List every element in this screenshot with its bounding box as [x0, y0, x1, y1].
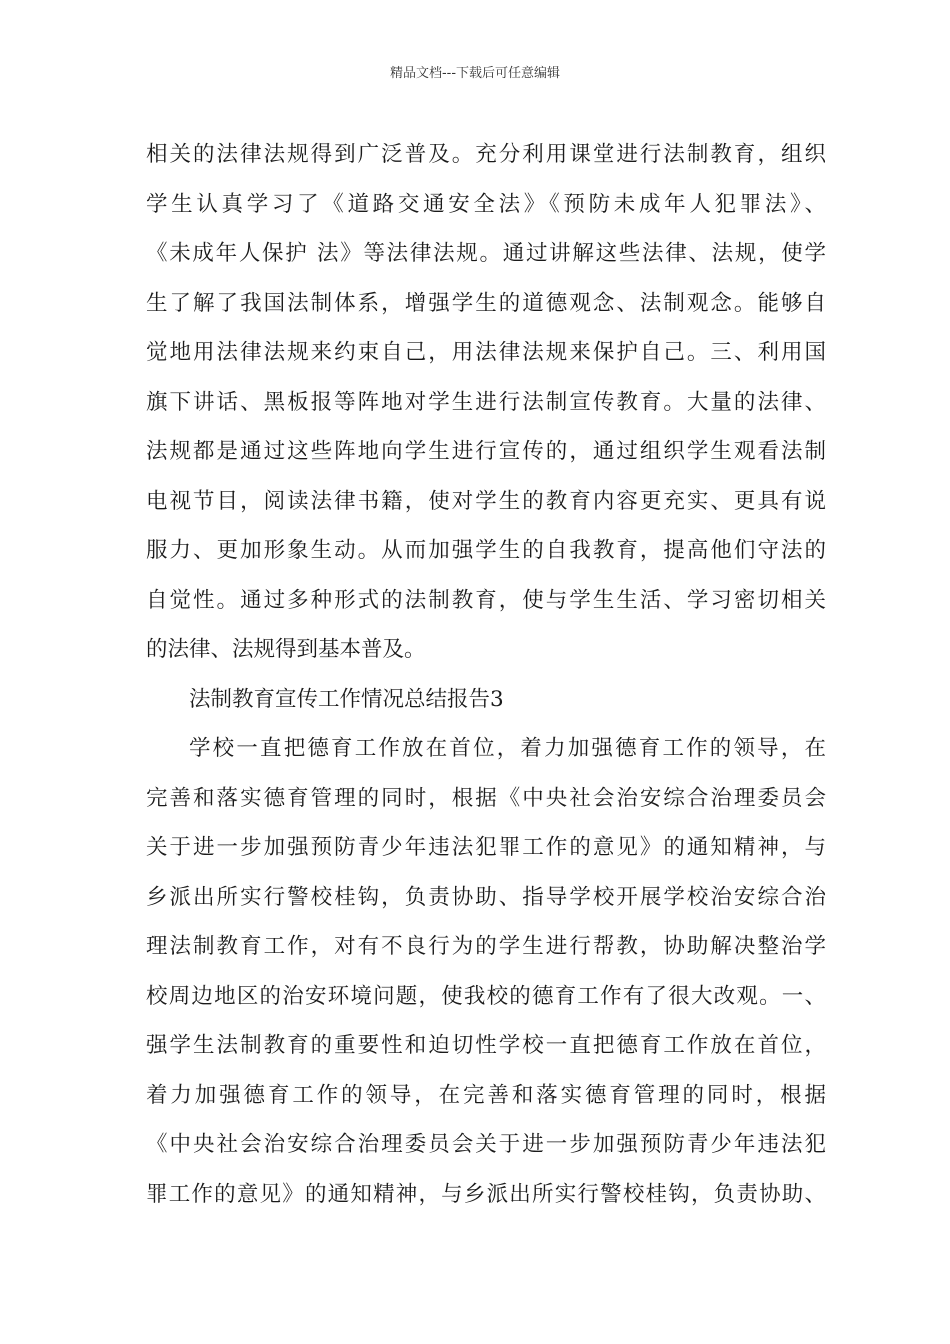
- text-line: 服力、更加形象生动。从而加强学生的自我教育，提高他们守法的: [146, 538, 826, 563]
- text-line: 《未成年人保护 法》等法律法规。通过讲解这些法律、法规，使学: [146, 241, 826, 266]
- text-line: 学校一直把德育工作放在首位，着力加强德育工作的领导，在: [189, 736, 826, 761]
- text-line: 的法律、法规得到基本普及。: [146, 637, 426, 662]
- text-line: 《中央社会治安综合治理委员会关于进一步加强预防青少年违法犯: [146, 1132, 826, 1157]
- body-text: [146, 130, 826, 1219]
- text-line: 罪工作的意见》的通知精神，与乡派出所实行警校桂钩，负责协助、: [146, 1181, 826, 1207]
- text-line: 完善和落实德育管理的同时，根据《中央社会治安综合治理委员会: [146, 785, 826, 811]
- text-line: 校周边地区的治安环境问题，使我校的德育工作有了很大改观。一、: [146, 983, 826, 1009]
- page-header: 精品文档---下载后可任意编辑: [389, 66, 561, 81]
- text-line: 电视节目，阅读法律书籍，使对学生的教育内容更充实、更具有说: [146, 488, 826, 514]
- text-line: 理法制教育工作，对有不良行为的学生进行帮教，协助解决整治学: [146, 934, 826, 959]
- text-line: 法规都是通过这些阵地向学生进行宣传的，通过组织学生观看法制: [146, 439, 826, 464]
- text-line: 关于进一步加强预防青少年违法犯罪工作的意见》的通知精神，与: [146, 835, 826, 860]
- text-line: 觉地用法律法规来约束自己，用法律法规来保护自己。三、利用国: [146, 340, 826, 365]
- text-line: 着力加强德育工作的领导，在完善和落实德育管理的同时，根据: [146, 1082, 826, 1108]
- text-line: 相关的法律法规得到广泛普及。充分利用课堂进行法制教育，组织: [146, 142, 826, 167]
- text-line: 自觉性。通过多种形式的法制教育，使与学生生活、学习密切相关: [146, 587, 826, 613]
- text-line: 旗下讲话、黑板报等阵地对学生进行法制宣传教育。大量的法律、: [146, 389, 826, 415]
- text-line: 法制教育宣传工作情况总结报告3: [189, 686, 504, 712]
- text-line: 学生认真学习了《道路交通安全法》《预防未成年人犯罪法》、: [146, 191, 826, 217]
- text-line: 乡派出所实行警校桂钩，负责协助、指导学校开展学校治安综合治: [146, 884, 826, 910]
- text-line: 生了解了我国法制体系，增强学生的道德观念、法制观念。能够自: [146, 290, 826, 316]
- text-line: 强学生法制教育的重要性和迫切性学校一直把德育工作放在首位，: [146, 1033, 826, 1058]
